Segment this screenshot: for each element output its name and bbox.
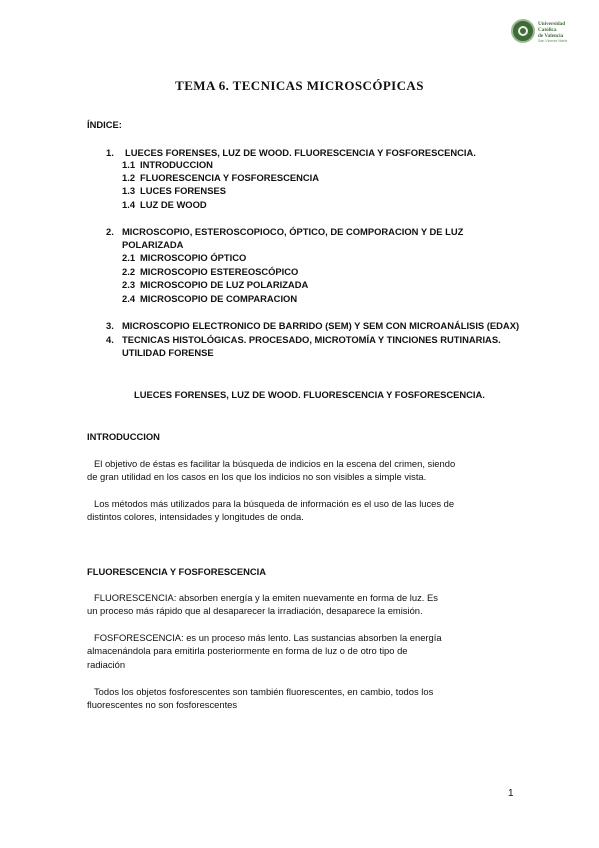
index-subitem-number: 2.3 <box>122 279 136 290</box>
index-item-4-line-2: UTILIDAD FORENSE <box>122 347 214 358</box>
intro-paragraph-1-line-2: de gran utilidad en los casos en los que los indicios no son visibles a simple vista. <box>87 471 427 482</box>
index-subitem-number: 2.2 <box>122 266 136 277</box>
index-subitem: MICROSCOPIO DE COMPARACION <box>140 293 298 304</box>
index-item-1: LUECES FORENSES, LUZ DE WOOD. FLUORESCENCIA Y FOSFORESCENCIA. <box>125 147 476 158</box>
intro-paragraph-2-line-1: Los métodos más utilizados para la búsqueda de información es el uso de las luces de <box>94 498 455 509</box>
section-heading: LUECES FORENSES, LUZ DE WOOD. FLUORESCENCIA Y FOSFORESCENCIA. <box>134 389 485 400</box>
intro-heading: INTRODUCCION <box>87 431 160 442</box>
logo-line-2: Católica <box>538 27 557 33</box>
index-subitem-number: 2.4 <box>122 293 136 304</box>
index-subitem: MICROSCOPIO ESTEREOSCÓPICO <box>140 266 299 277</box>
index-subitem-number: 2.1 <box>122 252 136 263</box>
fluorescence-paragraph-3-line-2: fluorescentes no son fosforescentes <box>87 699 238 710</box>
index-item-3-number: 3. <box>106 320 114 331</box>
index-subitem: FLUORESCENCIA Y FOSFORESCENCIA <box>140 172 320 183</box>
fluorescence-paragraph-2-line-2: almacenándola para emitirla posteriormente en forma de luz o de otro tipo de <box>87 645 408 656</box>
index-subitem: INTRODUCCION <box>140 159 213 170</box>
index-item-2-line-2: POLARIZADA <box>122 239 184 250</box>
index-item-2-number: 2. <box>106 226 114 237</box>
fluorescence-paragraph-1-line-2: un proceso más rápido que al desaparecer la irradiación, desaparece la emisión. <box>87 605 423 616</box>
index-label: ÍNDICE: <box>87 119 122 130</box>
index-subitem-number: 1.2 <box>122 172 136 183</box>
logo-text <box>538 21 565 39</box>
logo-line-1: Universidad <box>538 21 566 27</box>
index-subitem-number: 1.1 <box>122 159 136 170</box>
logo-subtitle: San Vicente Mártir <box>538 39 568 43</box>
page-number: 1 <box>508 788 514 799</box>
page-title: TEMA 6. TECNICAS MICROSCÓPICAS <box>175 78 424 93</box>
fluorescence-paragraph-2-line-3: radiación <box>87 659 126 670</box>
intro-paragraph-1-line-1: El objetivo de éstas es facilitar la búsqueda de indicios en la escena del crimen, siendo <box>94 458 456 469</box>
logo-line-3: de Valencia <box>538 33 564 39</box>
fluorescence-paragraph-1-line-1: FLUORESCENCIA: absorben energía y la emiten nuevamente en forma de luz. Es <box>94 592 438 603</box>
index-item-3: MICROSCOPIO ELECTRONICO DE BARRIDO (SEM) Y SEM CON MICROANÁLISIS (EDAX) <box>122 320 520 331</box>
index-subitem-number: 1.3 <box>122 185 136 196</box>
index-subitem: MICROSCOPIO DE LUZ POLARIZADA <box>140 279 309 290</box>
intro-paragraph-2-line-2: distintos colores, intensidades y longitudes de onda. <box>87 511 304 522</box>
index-item-1-number: 1. <box>106 147 114 158</box>
index-subitem: MICROSCOPIO ÓPTICO <box>140 252 247 263</box>
index-subitem-number: 1.4 <box>122 199 136 210</box>
university-logo <box>511 17 591 47</box>
university-seal-icon <box>511 19 535 43</box>
index-item-4-line-1: TECNICAS HISTOLÓGICAS. PROCESADO, MICROTOMÍA Y TINCIONES RUTINARIAS. <box>122 334 501 345</box>
fluorescence-heading: FLUORESCENCIA Y FOSFORESCENCIA <box>87 566 267 577</box>
index-item-2-line-1: MICROSCOPIO, ESTEROSCOPIOCO, ÓPTICO, DE COMPORACION Y DE LUZ <box>122 226 464 237</box>
index-subitem: LUCES FORENSES <box>140 185 226 196</box>
index-subitem: LUZ DE WOOD <box>140 199 207 210</box>
fluorescence-paragraph-2-line-1: FOSFORESCENCIA: es un proceso más lento. Las sustancias absorben la energía <box>94 632 442 643</box>
index-item-4-number: 4. <box>106 334 114 345</box>
fluorescence-paragraph-3-line-1: Todos los objetos fosforescentes son también fluorescentes, en cambio, todos los <box>94 686 434 697</box>
